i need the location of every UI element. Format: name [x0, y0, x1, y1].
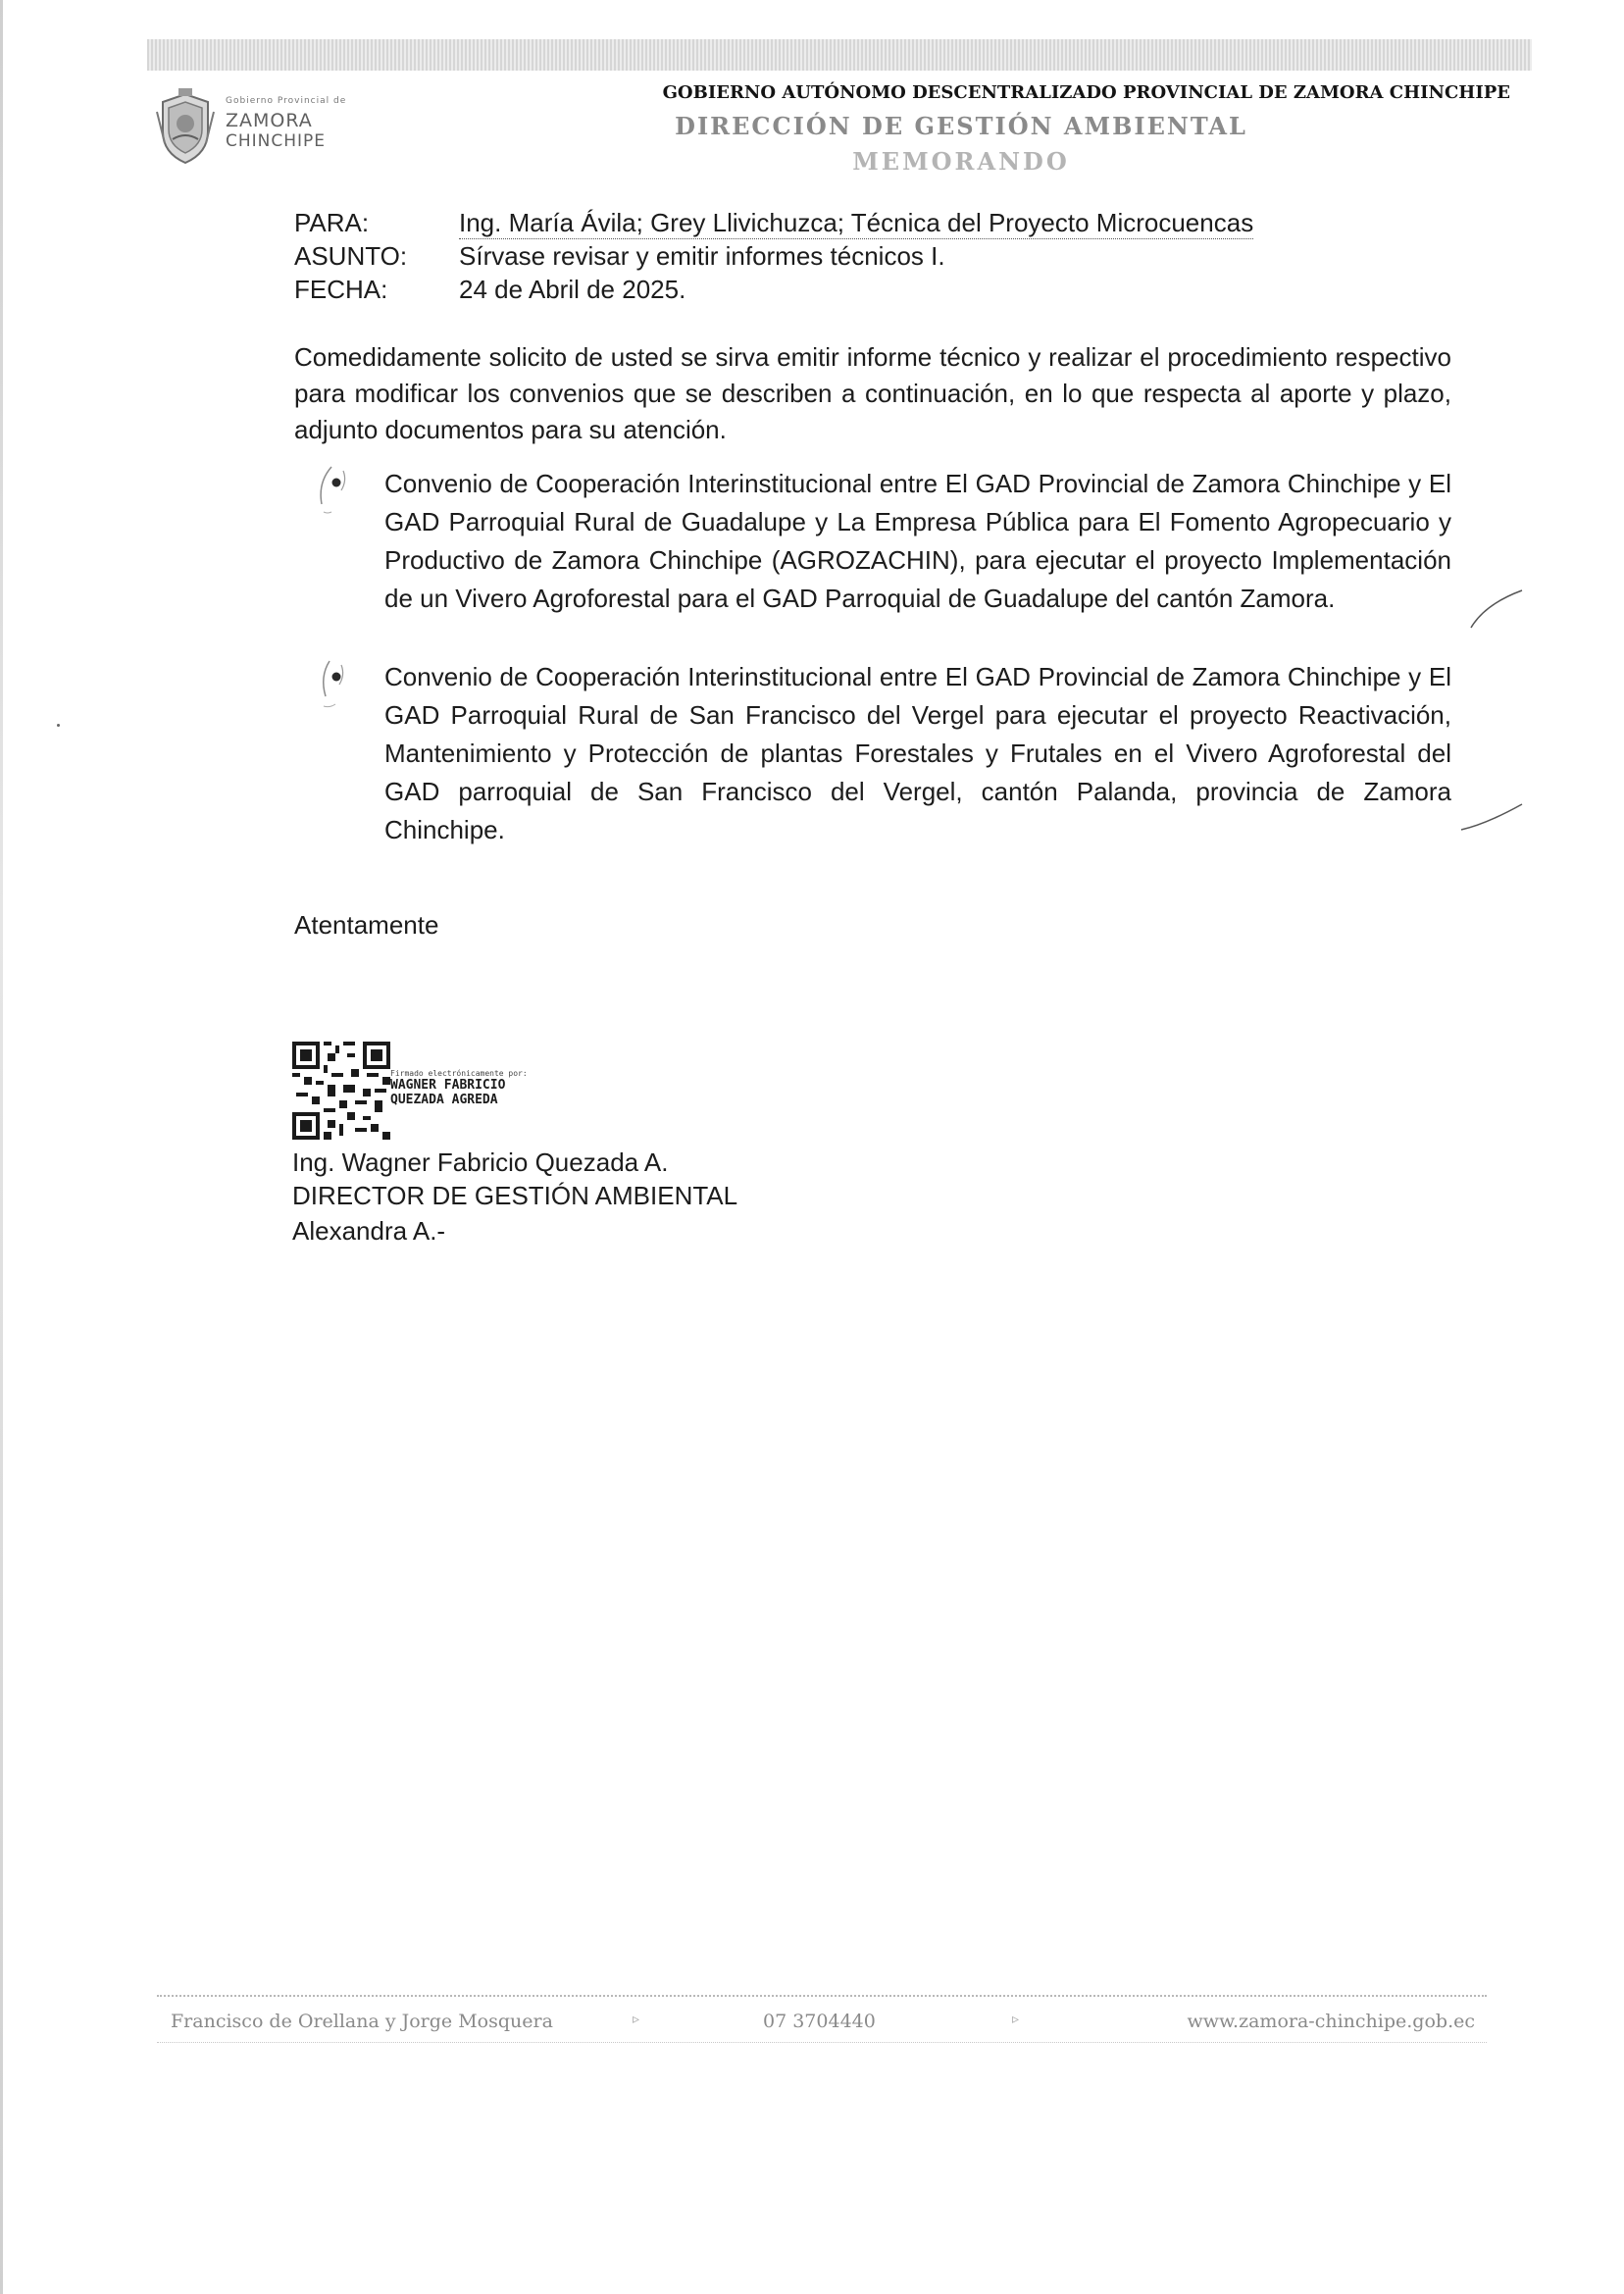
footer-divider [157, 2042, 1487, 2043]
footer-address: Francisco de Orellana y Jorge Mosquera [171, 2011, 553, 2032]
signer-name: Ing. Wagner Fabricio Quezada A. [292, 1147, 669, 1177]
scan-edge [0, 0, 3, 2294]
asunto-label: ASUNTO: [294, 241, 408, 271]
fecha-value: 24 de Abril de 2025. [459, 275, 686, 304]
coat-of-arms-icon [155, 88, 216, 167]
footer-separator-icon: ▹ [1012, 2011, 1020, 2026]
drafter-initials: Alexandra A.- [292, 1216, 446, 1246]
document-type: MEMORANDO [852, 147, 1070, 176]
esig-name-line-2: QUEZADA AGREDA [390, 1093, 498, 1107]
logo-name-line-1: ZAMORA [226, 110, 313, 131]
footer-divider [157, 1995, 1487, 1997]
para-label: PARA: [294, 208, 370, 237]
logo-caption: Gobierno Provincial de [226, 96, 347, 106]
provincial-logo [155, 86, 351, 177]
esig-caption: Firmado electrónicamente por: [390, 1069, 528, 1078]
footer-website: www.zamora-chinchipe.gob.ec [1187, 2011, 1475, 2032]
header-band [147, 39, 1532, 71]
asunto-value: Sírvase revisar y emitir informes técnicos I. [459, 241, 945, 271]
esig-name-line-1: WAGNER FABRICIO [390, 1078, 506, 1093]
footer-separator-icon: ▹ [633, 2011, 640, 2026]
footer-phone: 07 3704440 [763, 2011, 876, 2032]
electronic-signature [390, 1069, 528, 1107]
pen-check-mark [1467, 585, 1526, 634]
fecha-label: FECHA: [294, 275, 388, 304]
bullet-icon [312, 653, 359, 712]
logo-name-line-2: CHINCHIPE [226, 131, 327, 151]
closing-salutation: Atentamente [294, 910, 439, 940]
convenio-item: Convenio de Cooperación Interinstitucional entre El GAD Provincial de Zamora Chinchipe y El GAD Parroquial Rural de Guadalupe y La Empresa Pública para El Fomento Agropecuario y Productivo de Zamora Chinchipe (AGROZACHIN), para ejecutar el proyecto Implementación de un Vivero Agroforestal para el GAD Parroquial de Guadalupe del cantón Zamora. [384, 469, 1451, 613]
pen-check-mark [1457, 796, 1526, 836]
qr-code-icon [292, 1042, 390, 1140]
government-name: GOBIERNO AUTÓNOMO DESCENTRALIZADO PROVINCIAL DE ZAMORA CHINCHIPE [662, 82, 1510, 103]
intro-paragraph: Comedidamente solicito de usted se sirva emitir informe técnico y realizar el procedimiento respectivo para modificar los convenios que se describen a continuación, en lo que respecta al aporte y plazo, adjunto documentos para su atención. [294, 342, 1451, 444]
scan-speck [57, 724, 60, 727]
direction-name: DIRECCIÓN DE GESTIÓN AMBIENTAL [675, 112, 1247, 140]
convenio-item: Convenio de Cooperación Interinstitucional entre El GAD Provincial de Zamora Chinchipe y El GAD Parroquial Rural de San Francisco del Vergel para ejecutar el proyecto Reactivación, Mantenimiento y Protección de plantas Forestales y Frutales en el Vivero Agroforestal del GAD parroquial de San Francisco del Vergel, cantón Palanda, provincia de Zamora Chinchipe. [384, 662, 1451, 844]
bullet-icon [312, 461, 359, 520]
signer-title: DIRECTOR DE GESTIÓN AMBIENTAL [292, 1181, 738, 1210]
para-value: Ing. María Ávila; Grey Llivichuzca; Técnica del Proyecto Microcuencas [459, 208, 1254, 237]
